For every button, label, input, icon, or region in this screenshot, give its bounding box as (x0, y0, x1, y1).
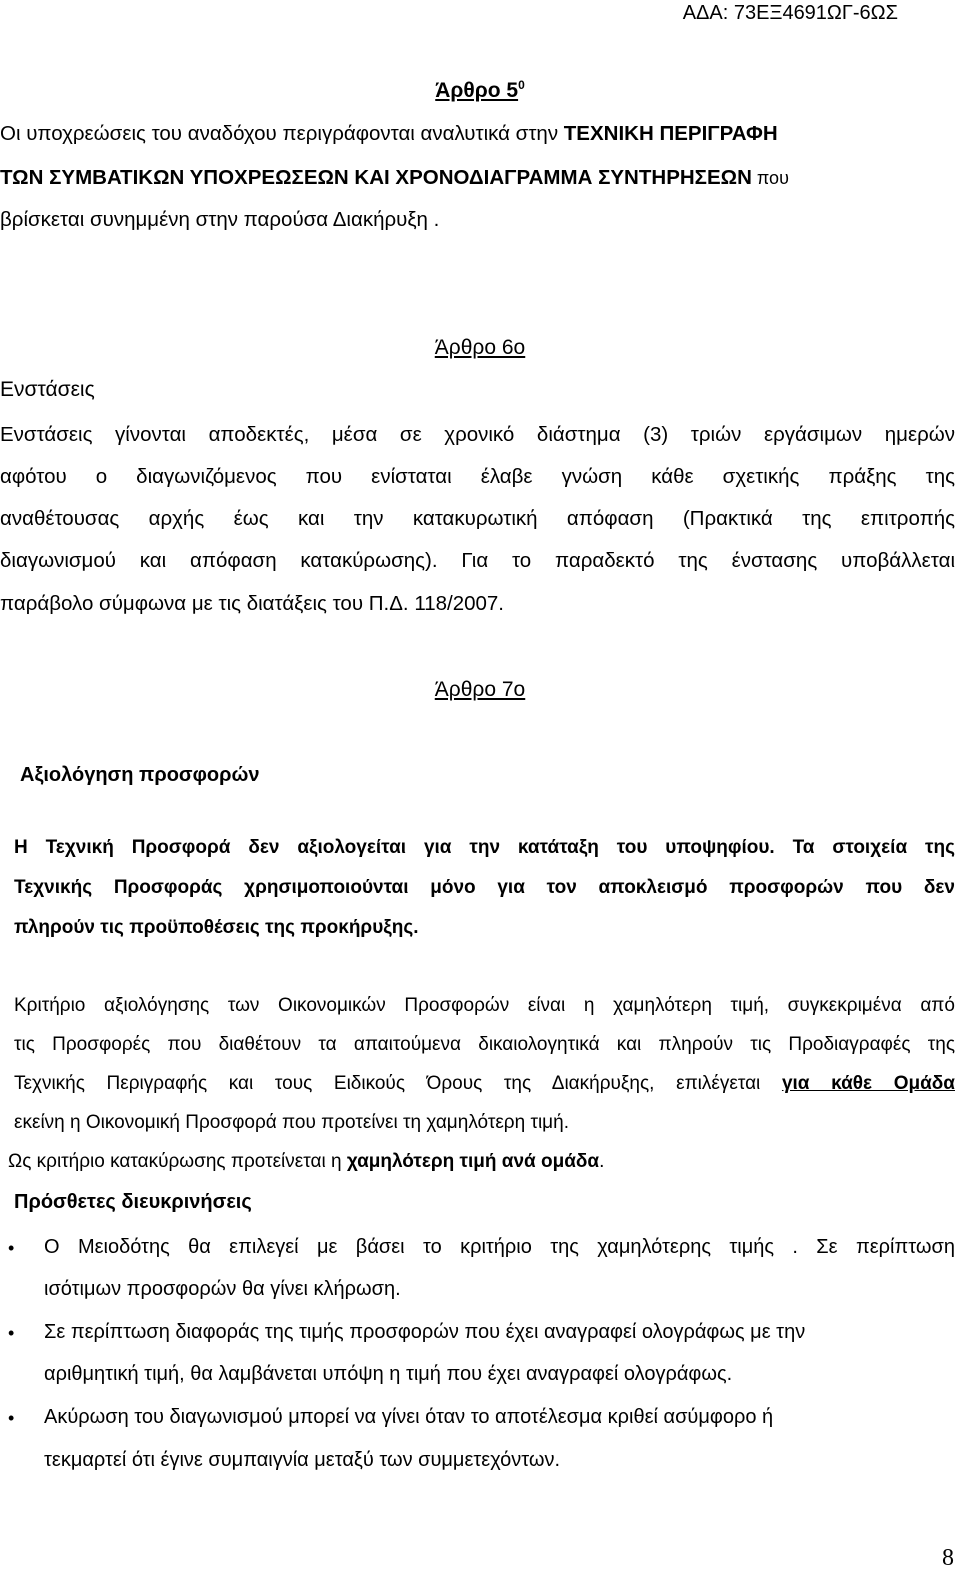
article-5-sup: 0 (518, 78, 525, 92)
article-7-subheading: Αξιολόγηση προσφορών (20, 764, 260, 786)
article-5-line-3: βρίσκεται συνημμένη στην παρούσα Διακήρυξη . (0, 208, 440, 231)
criterion-line-3: Τεχνικής Περιγραφής και τους Ειδικούς Όρους της Διακήρυξης, επιλέγεται για κάθε Ομάδα (14, 1073, 955, 1094)
page-number: 8 (942, 1545, 954, 1571)
article-6-subheading: Ενστάσεις (0, 378, 95, 401)
article-6-line-1: Ενστάσεις γίνονται αποδεκτές, μέσα σε χρονικό διάστημα (3) τριών εργάσιμων ημερών (0, 423, 955, 446)
article-7-heading: Άρθρο 7ο (434, 678, 526, 701)
technical-offer-line-2: Τεχνικής Προσφοράς χρησιμοποιούνται μόνο για τον αποκλεισμό προσφορών που δεν (14, 877, 955, 898)
bullet-2-line-1: Σε περίπτωση διαφοράς της τιμής προσφορών που έχει αναγραφεί ολογράφως με την (44, 1321, 806, 1343)
bullet-1-line-1: Ο Μειοδότης θα επιλεγεί με βάσει το κριτήριο της χαμηλότερης τιμής . Σε περίπτωση (44, 1236, 955, 1258)
bullet-3-line-1: Ακύρωση του διαγωνισμού μπορεί να γίνει όταν το αποτέλεσμα κριθεί ασύμφορο ή (44, 1406, 774, 1428)
criterion-line-4: εκείνη η Οικονομική Προσφορά που προτείνει τη χαμηλότερη τιμή. (14, 1112, 569, 1133)
award-criterion: Ως κριτήριο κατακύρωσης προτείνεται η χαμηλότερη τιμή ανά ομάδα. (8, 1151, 605, 1172)
technical-offer-line-3: πληρούν τις προϋποθέσεις της προκήρυξης. (14, 917, 419, 938)
bullet-1-line-2: ισότιμων προσφορών θα γίνει κλήρωση. (44, 1278, 401, 1300)
criterion-line-2: τις Προσφορές που διαθέτουν τα απαιτούμενα δικαιολογητικά και πληρούν τις Προδιαγραφές της (14, 1034, 955, 1055)
article-6-line-2: αφότου ο διαγωνιζόμενος που ενίσταται έλαβε γνώση κάθε σχετικής πράξης της (0, 465, 955, 488)
article-5-line-1: Οι υποχρεώσεις του αναδόχου περιγράφονται αναλυτικά στην ΤΕΧΝΙΚΗ ΠΕΡΙΓΡΑΦΗ (0, 122, 778, 145)
bullet-icon: • (8, 1238, 15, 1258)
bullet-3-line-2: τεκμαρτεί ότι έγινε συμπαιγνία μεταξύ των συμμετεχόντων. (44, 1449, 561, 1471)
article-5-heading: Άρθρο $5^0$ (435, 78, 525, 102)
criterion-line-1: Κριτήριο αξιολόγησης των Οικονομικών Προσφορών είναι η χαμηλότερη τιμή, συγκεκριμένα από (14, 995, 955, 1016)
bullet-icon: • (8, 1408, 15, 1428)
bullet-2-line-2: αριθμητική τιμή, θα λαμβάνεται υπόψη η τιμή που έχει αναγραφεί ολογράφως. (44, 1363, 733, 1385)
ada-code: ΑΔΑ: 73ΕΞ4691ΩΓ-6ΩΣ (682, 2, 898, 24)
article-6-heading: Άρθρο 6ο (434, 336, 526, 359)
article-6-line-5: παράβολο σύμφωνα με τις διατάξεις του Π.Δ. 118/2007. (0, 592, 505, 615)
article-5-line-2: ΤΩΝ ΣΥΜΒΑΤΙΚΩΝ ΥΠΟΧΡΕΩΣΕΩΝ ΚΑΙ ΧΡΟΝΟΔΙΑΓΡΑΜΜΑ ΣΥΝΤΗΡΗΣΕΩΝ που (0, 166, 789, 189)
article-6-line-4: διαγωνισμού και απόφαση κατακύρωσης). Για το παραδεκτό της ένστασης υποβάλλεται (0, 549, 955, 572)
technical-offer-line-1: Η Τεχνική Προσφορά δεν αξιολογείται για την κατάταξη του υποψηφίου. Τα στοιχεία της (14, 837, 955, 858)
bullet-icon: • (8, 1323, 15, 1343)
additional-heading: Πρόσθετες διευκρινήσεις (14, 1191, 252, 1213)
article-6-line-3: αναθέτουσας αρχής έως και την κατακυρωτική απόφαση (Πρακτικά της επιτροπής (0, 507, 955, 530)
